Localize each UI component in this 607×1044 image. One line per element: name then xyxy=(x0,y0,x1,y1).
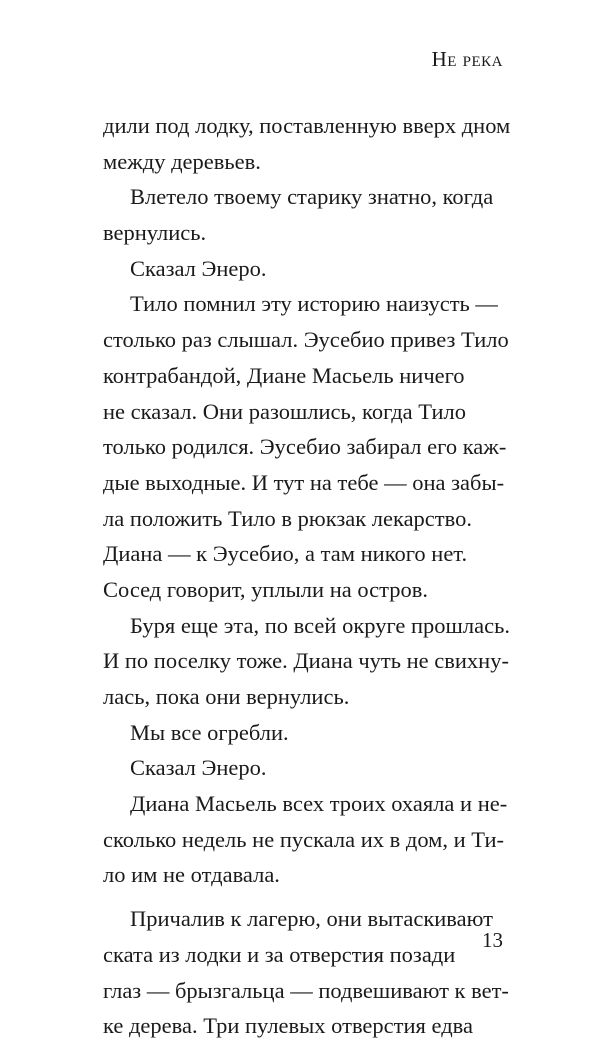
body-text xyxy=(103,108,511,1044)
text-line: столько раз слышал. Эусебио привез Тило xyxy=(103,327,509,353)
running-head: Не река xyxy=(431,47,503,71)
text-line: дые выходные. И тут на тебе — она забы- xyxy=(103,469,505,495)
text-line: лась, пока они вернулись. xyxy=(103,684,350,709)
text-line: Сказал Энеро. xyxy=(130,755,267,781)
text-line: ло им не отдавала. xyxy=(103,862,280,888)
text-line: Диана — к Эусебио, а там никого нет. xyxy=(103,541,468,567)
text-line: вернулись. xyxy=(103,220,207,246)
text-line: сколько недель не пускала их в дом, и Ти- xyxy=(103,826,505,852)
text-line: между деревьев. xyxy=(103,148,261,174)
text-line: контрабандой, Диане Масьель ничего xyxy=(103,362,465,388)
text-line: ската из лодки и за отверстия позади xyxy=(103,941,456,967)
text-line: Буря еще эта, по всей округе прошлась. xyxy=(130,612,510,638)
text-line: глаз — брызгальца — подвешивают к вет- xyxy=(103,977,509,1003)
text-line: Мы все огребли. xyxy=(130,719,289,745)
text-line: ке дерева. Три пулевых отверстия едва xyxy=(103,1013,473,1039)
text-line: И по поселку тоже. Диана чуть не свихну- xyxy=(103,648,509,674)
text-line: Сосед говорит, уплыли на остров. xyxy=(103,576,428,602)
text-line: Влетело твоему старику знатно, когда xyxy=(130,184,494,210)
text-line: дили под лодку, поставленную вверх дном xyxy=(103,113,511,138)
text-line: Сказал Энеро. xyxy=(130,255,267,281)
text-line: не сказал. Они разошлись, когда Тило xyxy=(103,398,466,424)
text-line: ла положить Тило в рюкзак лекарство. xyxy=(103,505,472,531)
text-line: Диана Масьель всех троих охаяла и не- xyxy=(130,791,508,817)
text-line: Тило помнил эту историю наизусть — xyxy=(130,291,498,317)
text-line: Причалив к лагерю, они вытаскивают xyxy=(130,906,493,932)
page-number: 13 xyxy=(482,928,503,952)
text-line: только родился. Эусебио забирал его каж- xyxy=(103,434,507,460)
